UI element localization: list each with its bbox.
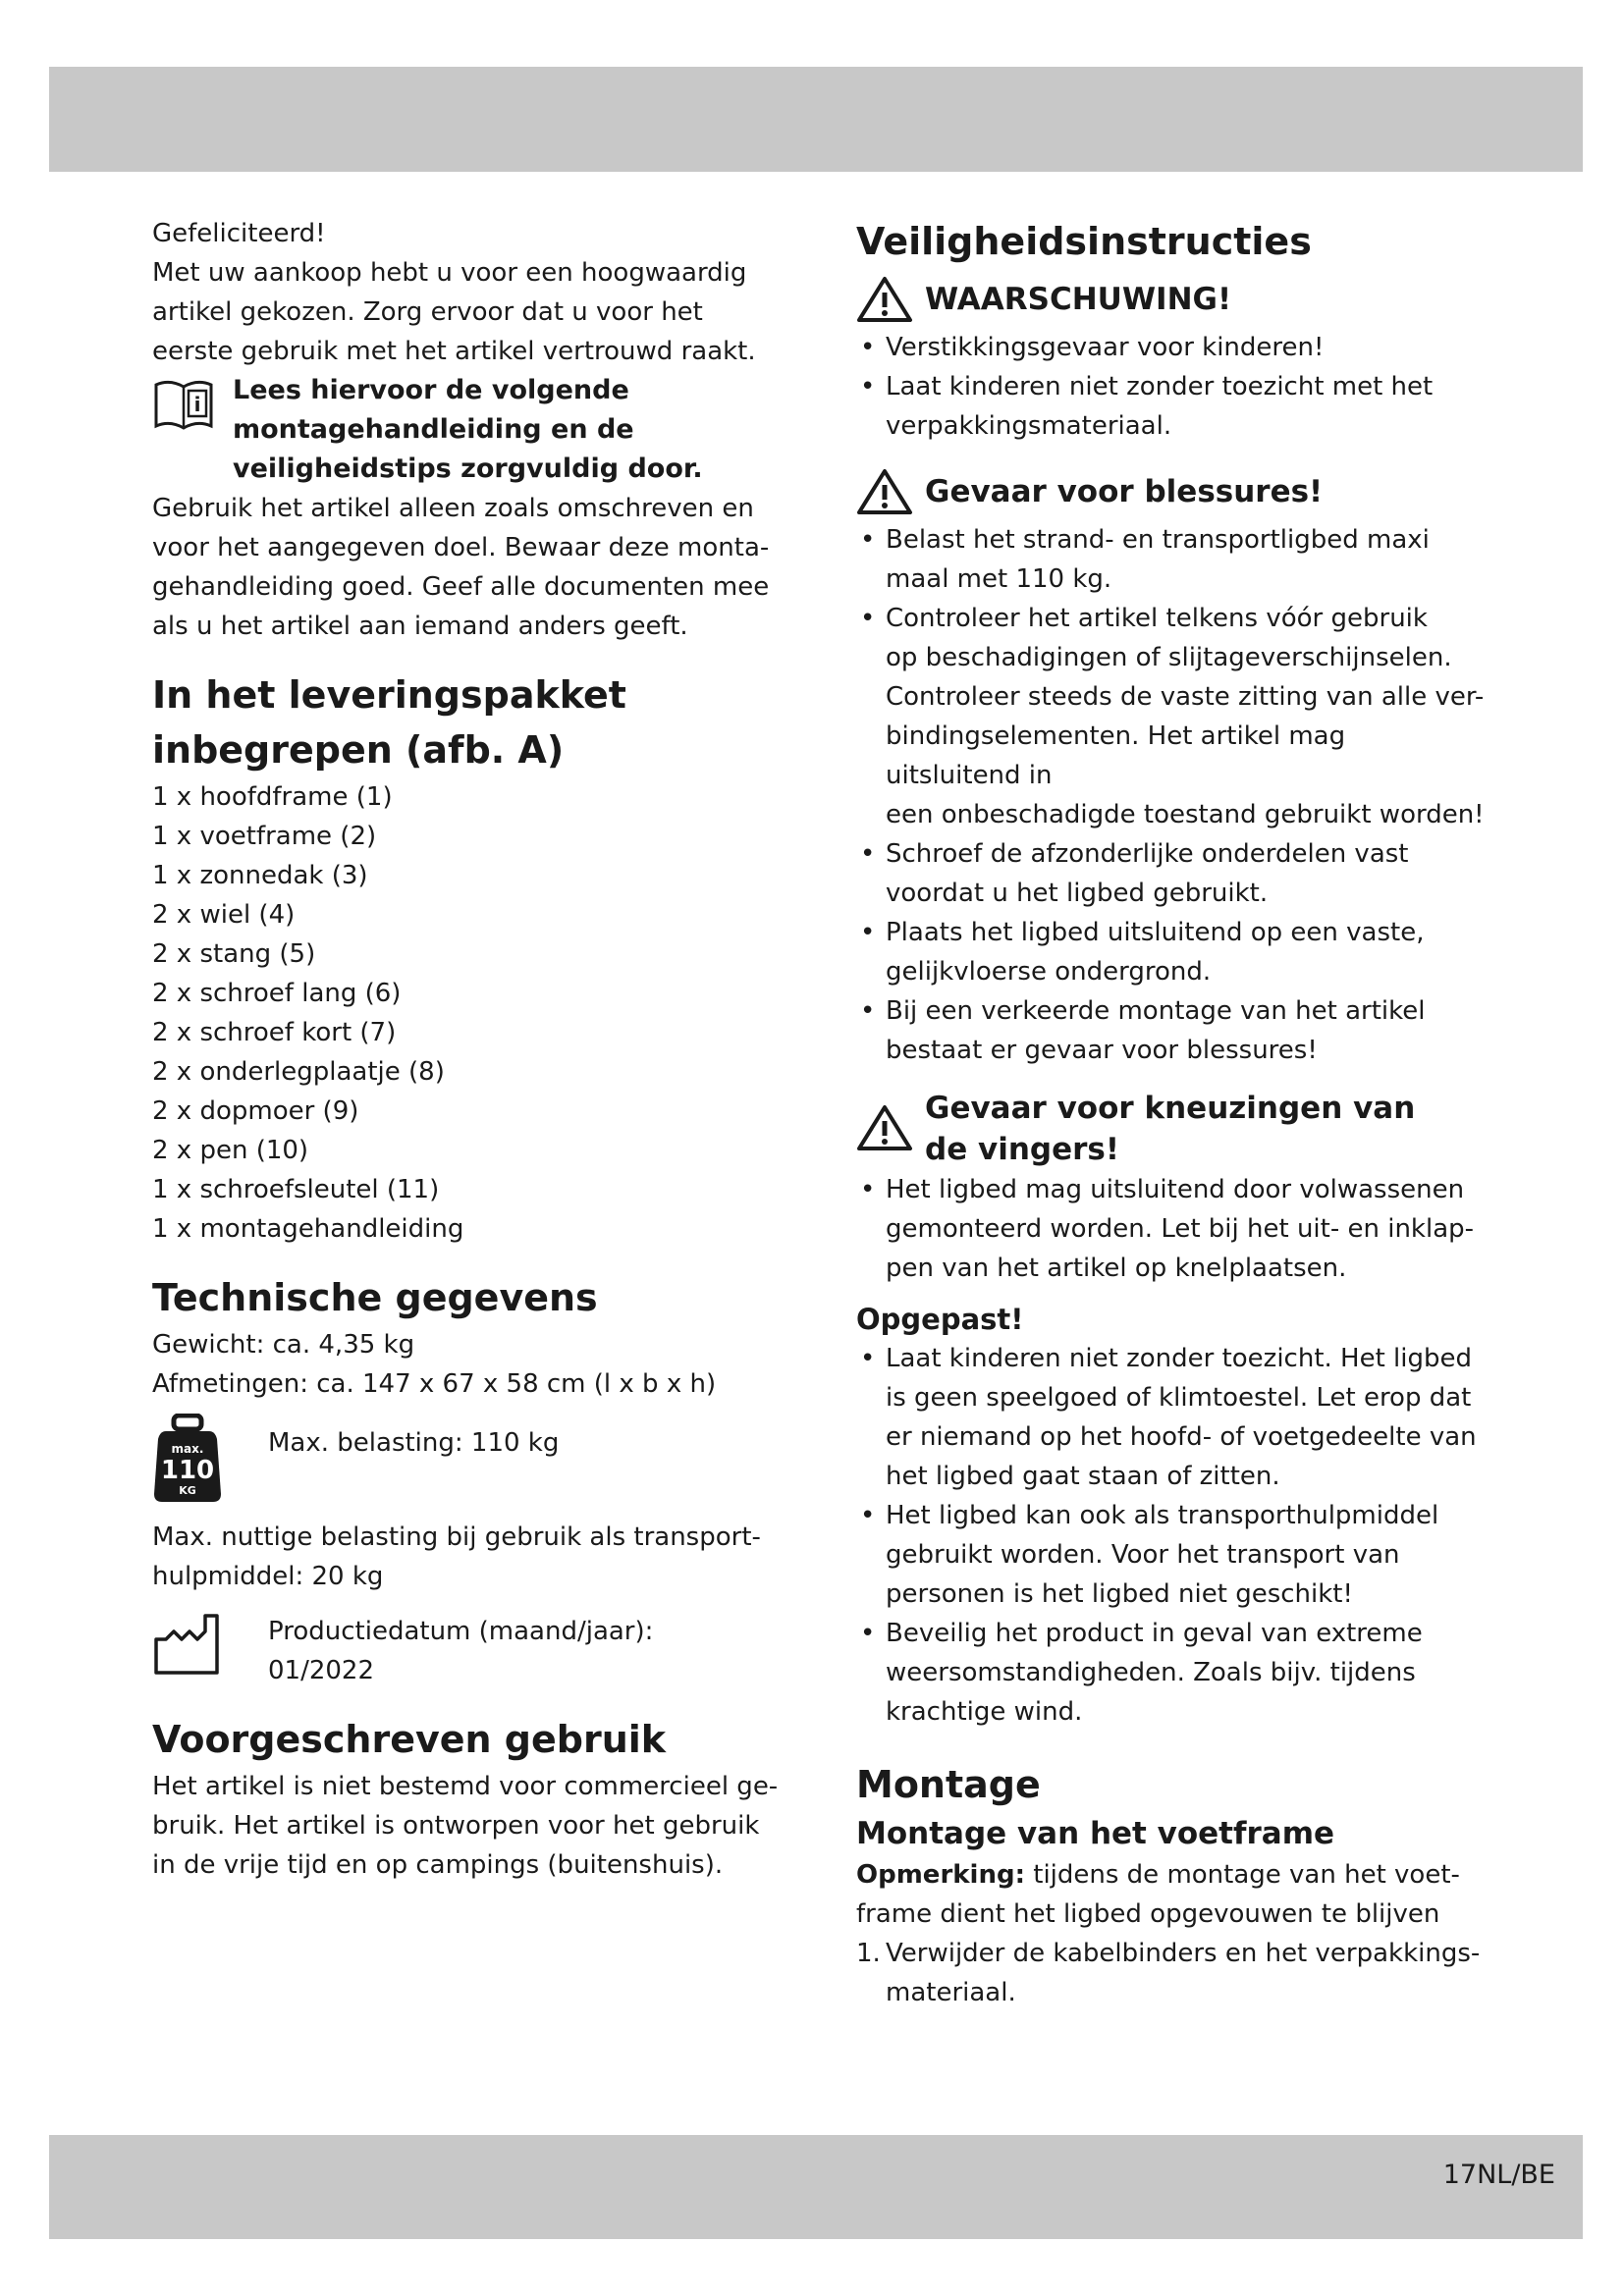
- remark-line: tijdens de montage van het voet-: [1024, 1860, 1460, 1890]
- production-text: [268, 1612, 653, 1690]
- list-item: • Controleer het artikel telkens vóór gebruik op beschadigingen of slijtageverschijnselen. Controleer steeds de vaste zitting van alle ver- bindingselementen. Het artikel mag uitsluitend in een onbeschadigde toestand gebruikt worden!: [856, 599, 1485, 834]
- production-row: [152, 1612, 781, 1690]
- production-date-icon: [152, 1612, 229, 1681]
- use-title: Voorgeschreven gebruik: [152, 1718, 667, 1761]
- remark-text: [856, 1855, 1485, 1934]
- injury-title: Gevaar voor blessures!: [925, 474, 1324, 509]
- intro-line: artikel gekozen. Zorg ervoor dat u voor het: [152, 297, 703, 327]
- intro2-line: voor het aangegeven doel. Bewaar deze monta-: [152, 533, 770, 562]
- max-load-text: Max. belasting: 110 kg: [268, 1428, 560, 1458]
- caution-list: [856, 1339, 1485, 1732]
- tech-line: Afmetingen: ca. 147 x 67 x 58 cm (l x b x h): [152, 1369, 717, 1399]
- use-line: in de vrije tijd en op campings (buitenshuis).: [152, 1850, 724, 1880]
- use-line: Het artikel is niet bestemd voor commercieel ge-: [152, 1772, 779, 1801]
- use-text: [152, 1767, 781, 1885]
- list-item: 1 x zonnedak (3): [152, 861, 368, 890]
- read-manual-note: [152, 371, 781, 489]
- header-band: [49, 67, 1583, 172]
- list-item: 2 x schroef kort (7): [152, 1018, 397, 1047]
- intro-line: Met uw aankoop hebt u voor een hoogwaardig: [152, 258, 747, 288]
- caution-title: Opgepast!: [856, 1303, 1024, 1336]
- safety-title: Veiligheidsinstructies: [856, 220, 1312, 263]
- list-item: • Schroef de afzonderlijke onderdelen vast voordat u het ligbed gebruikt.: [856, 834, 1485, 913]
- list-item: • Bij een verkeerde montage van het artikel bestaat er gevaar voor blessures!: [856, 991, 1485, 1070]
- list-item: • Plaats het ligbed uitsluitend op een vaste, gelijkvloerse ondergrond.: [856, 913, 1485, 991]
- list-item: 2 x wiel (4): [152, 900, 296, 930]
- note-line: veiligheidstips zorgvuldig door.: [233, 454, 703, 484]
- montage-title: Montage: [856, 1763, 1041, 1806]
- injury-heading: [856, 467, 1485, 520]
- transport-line: Max. nuttige belasting bij gebruik als transport-: [152, 1522, 761, 1552]
- manual-info-icon: [152, 377, 215, 436]
- list-item: 1. Verwijder de kabelbinders en het verpakkings- materiaal.: [856, 1934, 1485, 2012]
- warning-list: [856, 328, 1485, 446]
- transport-load: [152, 1518, 781, 1596]
- list-item: 1 x voetframe (2): [152, 822, 377, 851]
- max-load-row: [152, 1414, 781, 1508]
- transport-line: hulpmiddel: 20 kg: [152, 1562, 384, 1591]
- list-item: • Beveilig het product in geval van extreme weersomstandigheden. Zoals bijv. tijdens krachtige wind.: [856, 1614, 1485, 1732]
- intro2-line: gehandleiding goed. Geef alle documenten mee: [152, 572, 770, 602]
- delivery-title: [152, 667, 781, 777]
- weight-icon-top: max.: [171, 1442, 204, 1456]
- list-item: 1 x montagehandleiding: [152, 1214, 464, 1244]
- steps-list: [856, 1934, 1485, 2012]
- delivery-list: [152, 777, 781, 1249]
- tech-line: Gewicht: ca. 4,35 kg: [152, 1330, 415, 1360]
- list-item: 2 x stang (5): [152, 939, 316, 969]
- finger-list: [856, 1170, 1485, 1288]
- production-line: 01/2022: [268, 1656, 375, 1685]
- intro-line: eerste gebruik met het artikel vertrouwd raakt.: [152, 337, 756, 366]
- intro2-text: [152, 489, 781, 646]
- warning-triangle-icon: [856, 1103, 913, 1156]
- tech-specs: [152, 1325, 781, 1404]
- injury-list: [856, 520, 1485, 1070]
- warning-triangle-icon: [856, 275, 913, 328]
- warning-heading: [856, 275, 1485, 328]
- warning-triangle-icon: [856, 467, 913, 520]
- intro2-line: Gebruik het artikel alleen zoals omschreven en: [152, 494, 754, 523]
- intro2-line: als u het artikel aan iemand anders geeft.: [152, 612, 688, 641]
- left-column: [152, 214, 781, 1885]
- step-number: 1.: [856, 1939, 881, 1968]
- list-item: 1 x schroefsleutel (11): [152, 1175, 440, 1204]
- page-number: 17NL/BE: [1442, 2160, 1555, 2190]
- list-item: • Verstikkingsgevaar voor kinderen!: [856, 328, 1485, 367]
- list-item: 2 x schroef lang (6): [152, 979, 402, 1008]
- list-item: • Het ligbed mag uitsluitend door volwassenen gemonteerd worden. Let bij het uit- en inklap- pen van het artikel op knelplaatsen.: [856, 1170, 1485, 1288]
- weight-icon-value: 110: [160, 1456, 215, 1485]
- delivery-title-line: inbegrepen (afb. A): [152, 728, 565, 772]
- note-line: Lees hiervoor de volgende: [233, 375, 629, 405]
- delivery-title-line: In het leveringspakket: [152, 673, 626, 717]
- svg-text:i: i: [193, 393, 201, 416]
- list-item: • Laat kinderen niet zonder toezicht. Het ligbed is geen speelgoed of klimtoestel. Let erop dat er niemand op het hoofd- of voetgedeelte van het ligbed gaat staan of zitten.: [856, 1339, 1485, 1496]
- note-line: montagehandleiding en de: [233, 414, 634, 445]
- remark-label: Opmerking:: [856, 1860, 1025, 1890]
- list-item: 2 x onderlegplaatje (8): [152, 1057, 445, 1087]
- footframe-title: Montage van het voetframe: [856, 1816, 1335, 1851]
- weight-icon-unit: KG: [179, 1484, 196, 1497]
- finger-title: Gevaar voor kneuzingen van de vingers!: [925, 1091, 1416, 1167]
- footer-band: [49, 2135, 1583, 2239]
- weight-icon: [152, 1414, 229, 1508]
- remark-line: frame dient het ligbed opgevouwen te blijven: [856, 1899, 1440, 1929]
- finger-heading: [856, 1088, 1485, 1170]
- list-item: 2 x pen (10): [152, 1136, 309, 1165]
- right-column: [856, 214, 1485, 2012]
- list-item: • Laat kinderen niet zonder toezicht met het verpakkingsmateriaal.: [856, 367, 1485, 446]
- intro-text: [152, 214, 781, 371]
- list-item: • Belast het strand- en transportligbed maxi maal met 110 kg.: [856, 520, 1485, 599]
- tech-title: Technische gegevens: [152, 1276, 598, 1319]
- intro-line: Gefeliciteerd!: [152, 219, 326, 248]
- list-item: 2 x dopmoer (9): [152, 1096, 359, 1126]
- list-item: 1 x hoofdframe (1): [152, 782, 393, 812]
- list-item: • Het ligbed kan ook als transporthulpmiddel gebruikt worden. Voor het transport van personen is het ligbed niet geschikt!: [856, 1496, 1485, 1614]
- production-line: Productiedatum (maand/jaar):: [268, 1617, 654, 1646]
- warning-title: WAARSCHUWING!: [925, 282, 1232, 317]
- use-line: bruik. Het artikel is ontworpen voor het gebruik: [152, 1811, 760, 1841]
